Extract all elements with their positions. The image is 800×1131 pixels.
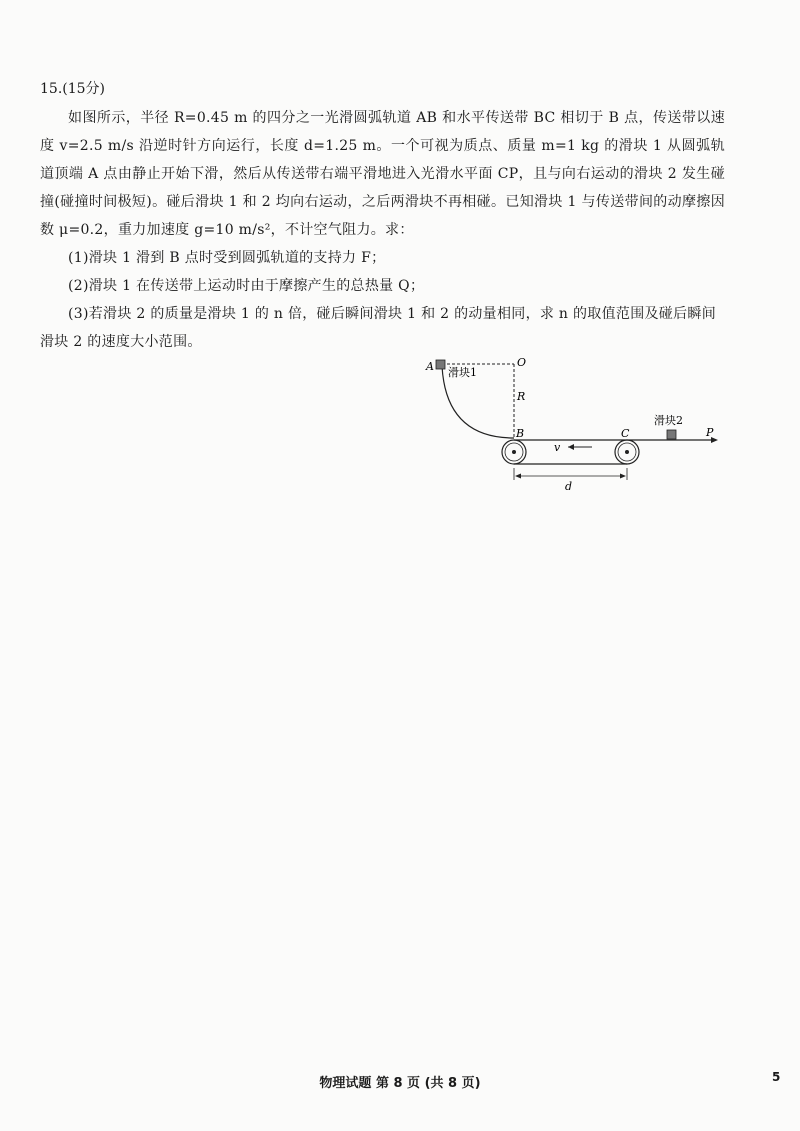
dimension-arrow-right xyxy=(620,474,626,479)
label-R: R xyxy=(517,390,526,403)
corner-mark: 5 xyxy=(772,1070,781,1084)
page-footer: 物理试题 第 8 页 (共 8 页) xyxy=(319,1076,481,1091)
block-1 xyxy=(436,360,445,369)
pulley-B-axle xyxy=(512,450,516,454)
velocity-arrowhead xyxy=(568,444,574,450)
label-O: O xyxy=(517,356,527,369)
dimension-arrow-left xyxy=(515,474,521,479)
physics-figure xyxy=(420,352,730,492)
sub-question-2: (2)滑块 1 在传送带上运动时由于摩擦产生的总热量 Q； xyxy=(68,278,425,294)
label-block-1: 滑块1 xyxy=(448,366,477,379)
pulley-C-axle xyxy=(625,450,629,454)
question-stem: 如图所示，半径 R=0.45 m 的四分之一光滑圆弧轨道 AB 和水平传送带 BC 相切于 B 点，传送带以速度 v=2.5 m/s 沿逆时针方向运行，长度 d=1.25 m。一个可视为质点、质量 m=1 kg 的滑块 1 从圆弧轨道顶端 A 点由静止开始下滑，然后从传送带右端平滑地进入光滑水平面 CP，且与向右运动的滑块 2 发生碰撞(碰撞时间极短)。碰后滑块 1 和 2 均向右运动，之后两滑块不再相碰。已知滑块 1 与传送带间的动摩擦因数 μ=0.2，重力加速度 g=10 m/s²，不计空气阻力。求： xyxy=(40,110,725,238)
label-C: C xyxy=(621,427,630,440)
sub-question-3: (3)若滑块 2 的质量是滑块 1 的 n 倍，碰后瞬间滑块 1 和 2 的动量相同，求 n 的取值范围及碰后瞬间滑块 2 的速度大小范围。 xyxy=(40,306,716,350)
sub-question-1: (1)滑块 1 滑到 B 点时受到圆弧轨道的支持力 F； xyxy=(68,250,386,266)
label-P: P xyxy=(706,426,714,439)
label-B: B xyxy=(516,427,525,440)
block-2 xyxy=(667,430,676,439)
label-d: d xyxy=(565,480,573,492)
label-v: v xyxy=(554,441,561,454)
label-A: A xyxy=(426,360,434,373)
label-block-2: 滑块2 xyxy=(654,414,683,427)
question-number: 15.(15分) xyxy=(40,81,106,97)
